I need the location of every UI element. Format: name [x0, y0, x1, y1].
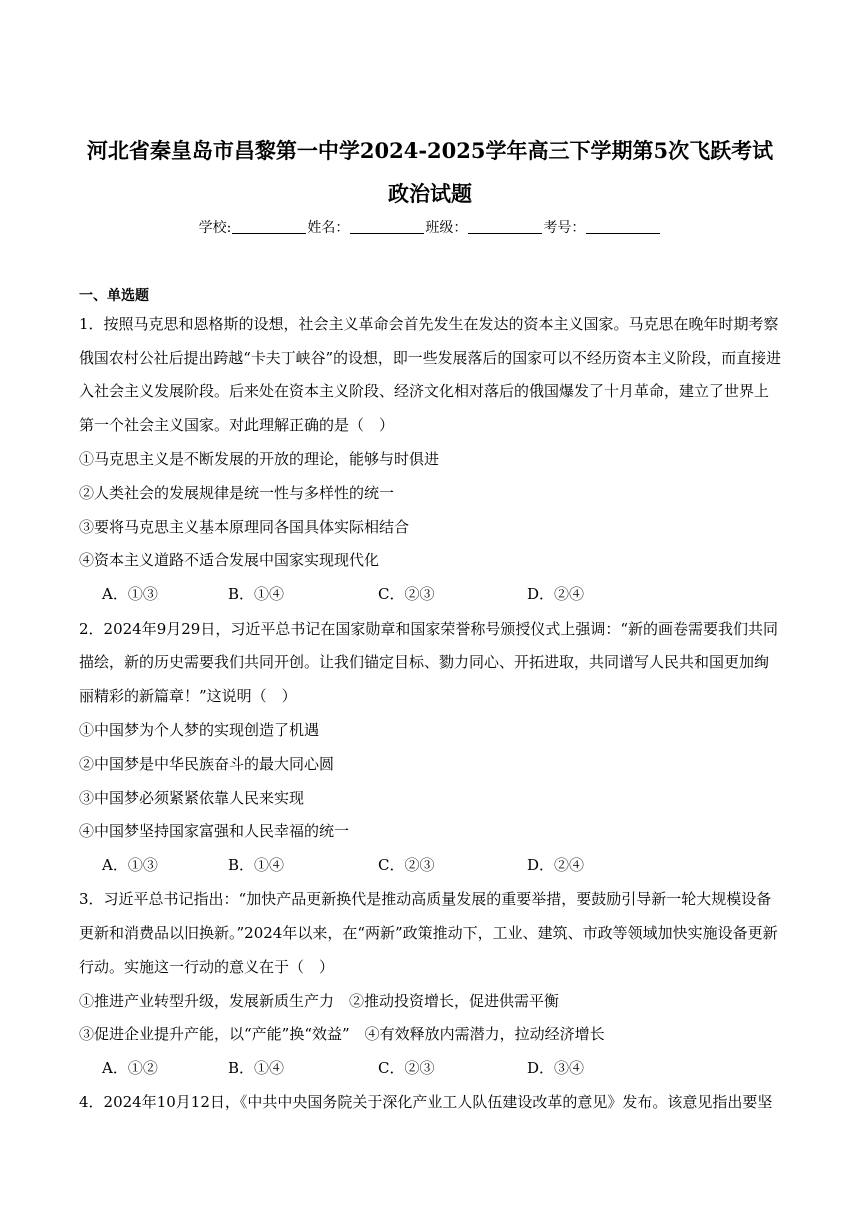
question-2-item-4: ④中国梦坚持国家富强和人民幸福的统一 [79, 822, 350, 840]
school-label: 学校: [198, 220, 232, 236]
question-2-option-b[interactable]: B．①④ [228, 856, 285, 874]
exam-no-field[interactable] [586, 219, 660, 234]
name-label: 姓名： [307, 220, 350, 236]
question-3-option-a[interactable]: A．①② [102, 1059, 158, 1077]
question-1-item-3: ③要将马克思主义基本原理同各国具体实际相结合 [79, 518, 410, 536]
question-2-option-d[interactable]: D．②④ [527, 856, 585, 874]
question-3-option-c[interactable]: C．②③ [378, 1059, 435, 1077]
question-2-item-3: ③中国梦必须紧紧依靠人民来实现 [79, 789, 305, 807]
question-1-stem-line-3: 入社会主义发展阶段。后来处在资本主义阶段、经济文化相对落后的俄国爆发了十月革命，建立了世界上 [79, 382, 770, 400]
question-3-item-2: ③促进企业提升产能，以“产能”换“效益” ④有效释放内需潜力，拉动经济增长 [79, 1025, 605, 1043]
question-1-item-4: ④资本主义道路不适合发展中国家实现现代化 [79, 551, 380, 569]
question-3-option-d[interactable]: D．③④ [527, 1059, 585, 1077]
question-1-option-c[interactable]: C．②③ [378, 585, 435, 603]
question-1-option-b[interactable]: B．①④ [228, 585, 285, 603]
question-3-stem-line-1: 3．习近平总书记指出：“加快产品更新换代是推动高质量发展的重要举措，要鼓励引导新一轮大规模设备 [79, 890, 772, 908]
question-2-option-c[interactable]: C．②③ [378, 856, 435, 874]
question-3-stem-line-3: 行动。实施这一行动的意义在于（ ） [79, 958, 335, 976]
document-subtitle: 政治试题 [388, 181, 472, 206]
question-1-stem-line-2: 俄国农村公社后提出跨越“卡夫丁峡谷”的设想，即一些发展落后的国家可以不经历资本主义阶段，而直接进 [79, 349, 781, 367]
question-2-option-a[interactable]: A．①③ [102, 856, 158, 874]
question-2-stem-line-1: 2．2024年9月29日，习近平总书记在国家勋章和国家荣誉称号颁授仪式上强调：“新的画卷需要我们共同 [79, 620, 779, 638]
question-1-option-d[interactable]: D．②④ [527, 585, 585, 603]
question-1-item-1: ①马克思主义是不断发展的开放的理论，能够与时俱进 [79, 450, 440, 468]
question-1-item-2: ②人类社会的发展规律是统一性与多样性的统一 [79, 484, 395, 502]
name-field[interactable] [350, 219, 424, 234]
document-title: 河北省秦皇岛市昌黎第一中学2024-2025学年高三下学期第5次飞跃考试 [86, 138, 774, 163]
question-3-item-1: ①推进产业转型升级，发展新质生产力 ②推动投资增长，促进供需平衡 [79, 992, 560, 1010]
question-2-item-1: ①中国梦为个人梦的实现创造了机遇 [79, 721, 320, 739]
question-1-option-a[interactable]: A．①③ [102, 585, 158, 603]
section-title: 一、单选题 [79, 288, 149, 304]
question-3-option-b[interactable]: B．①④ [228, 1059, 285, 1077]
question-3-stem-line-2: 更新和消费品以旧换新。”2024年以来，在“两新”政策推动下，工业、建筑、市政等领域加快实施设备更新 [79, 924, 778, 942]
question-2-stem-line-3: 丽精彩的新篇章！”这说明（ ） [79, 687, 297, 705]
school-field[interactable] [232, 219, 306, 234]
question-4-stem-line-1: 4．2024年10月12日，《中共中央国务院关于深化产业工人队伍建设改革的意见》发布。该意见指出要坚 [79, 1093, 773, 1111]
question-1-stem-line-4: 第一个社会主义国家。对此理解正确的是（ ） [79, 416, 395, 434]
question-2-stem-line-2: 描绘，新的历史需要我们共同开创。让我们锚定目标、勠力同心、开拓进取，共同谱写人民共和国更加绚 [79, 653, 770, 671]
exam-no-label: 考号： [543, 220, 586, 236]
class-label: 班级： [425, 220, 468, 236]
class-field[interactable] [468, 219, 542, 234]
question-1-stem-line-1: 1．按照马克思和恩格斯的设想，社会主义革命会首先发生在发达的资本主义国家。马克思在晚年时期考察 [79, 315, 779, 333]
question-2-item-2: ②中国梦是中华民族奋斗的最大同心圆 [79, 755, 335, 773]
student-info-line [0, 218, 860, 238]
